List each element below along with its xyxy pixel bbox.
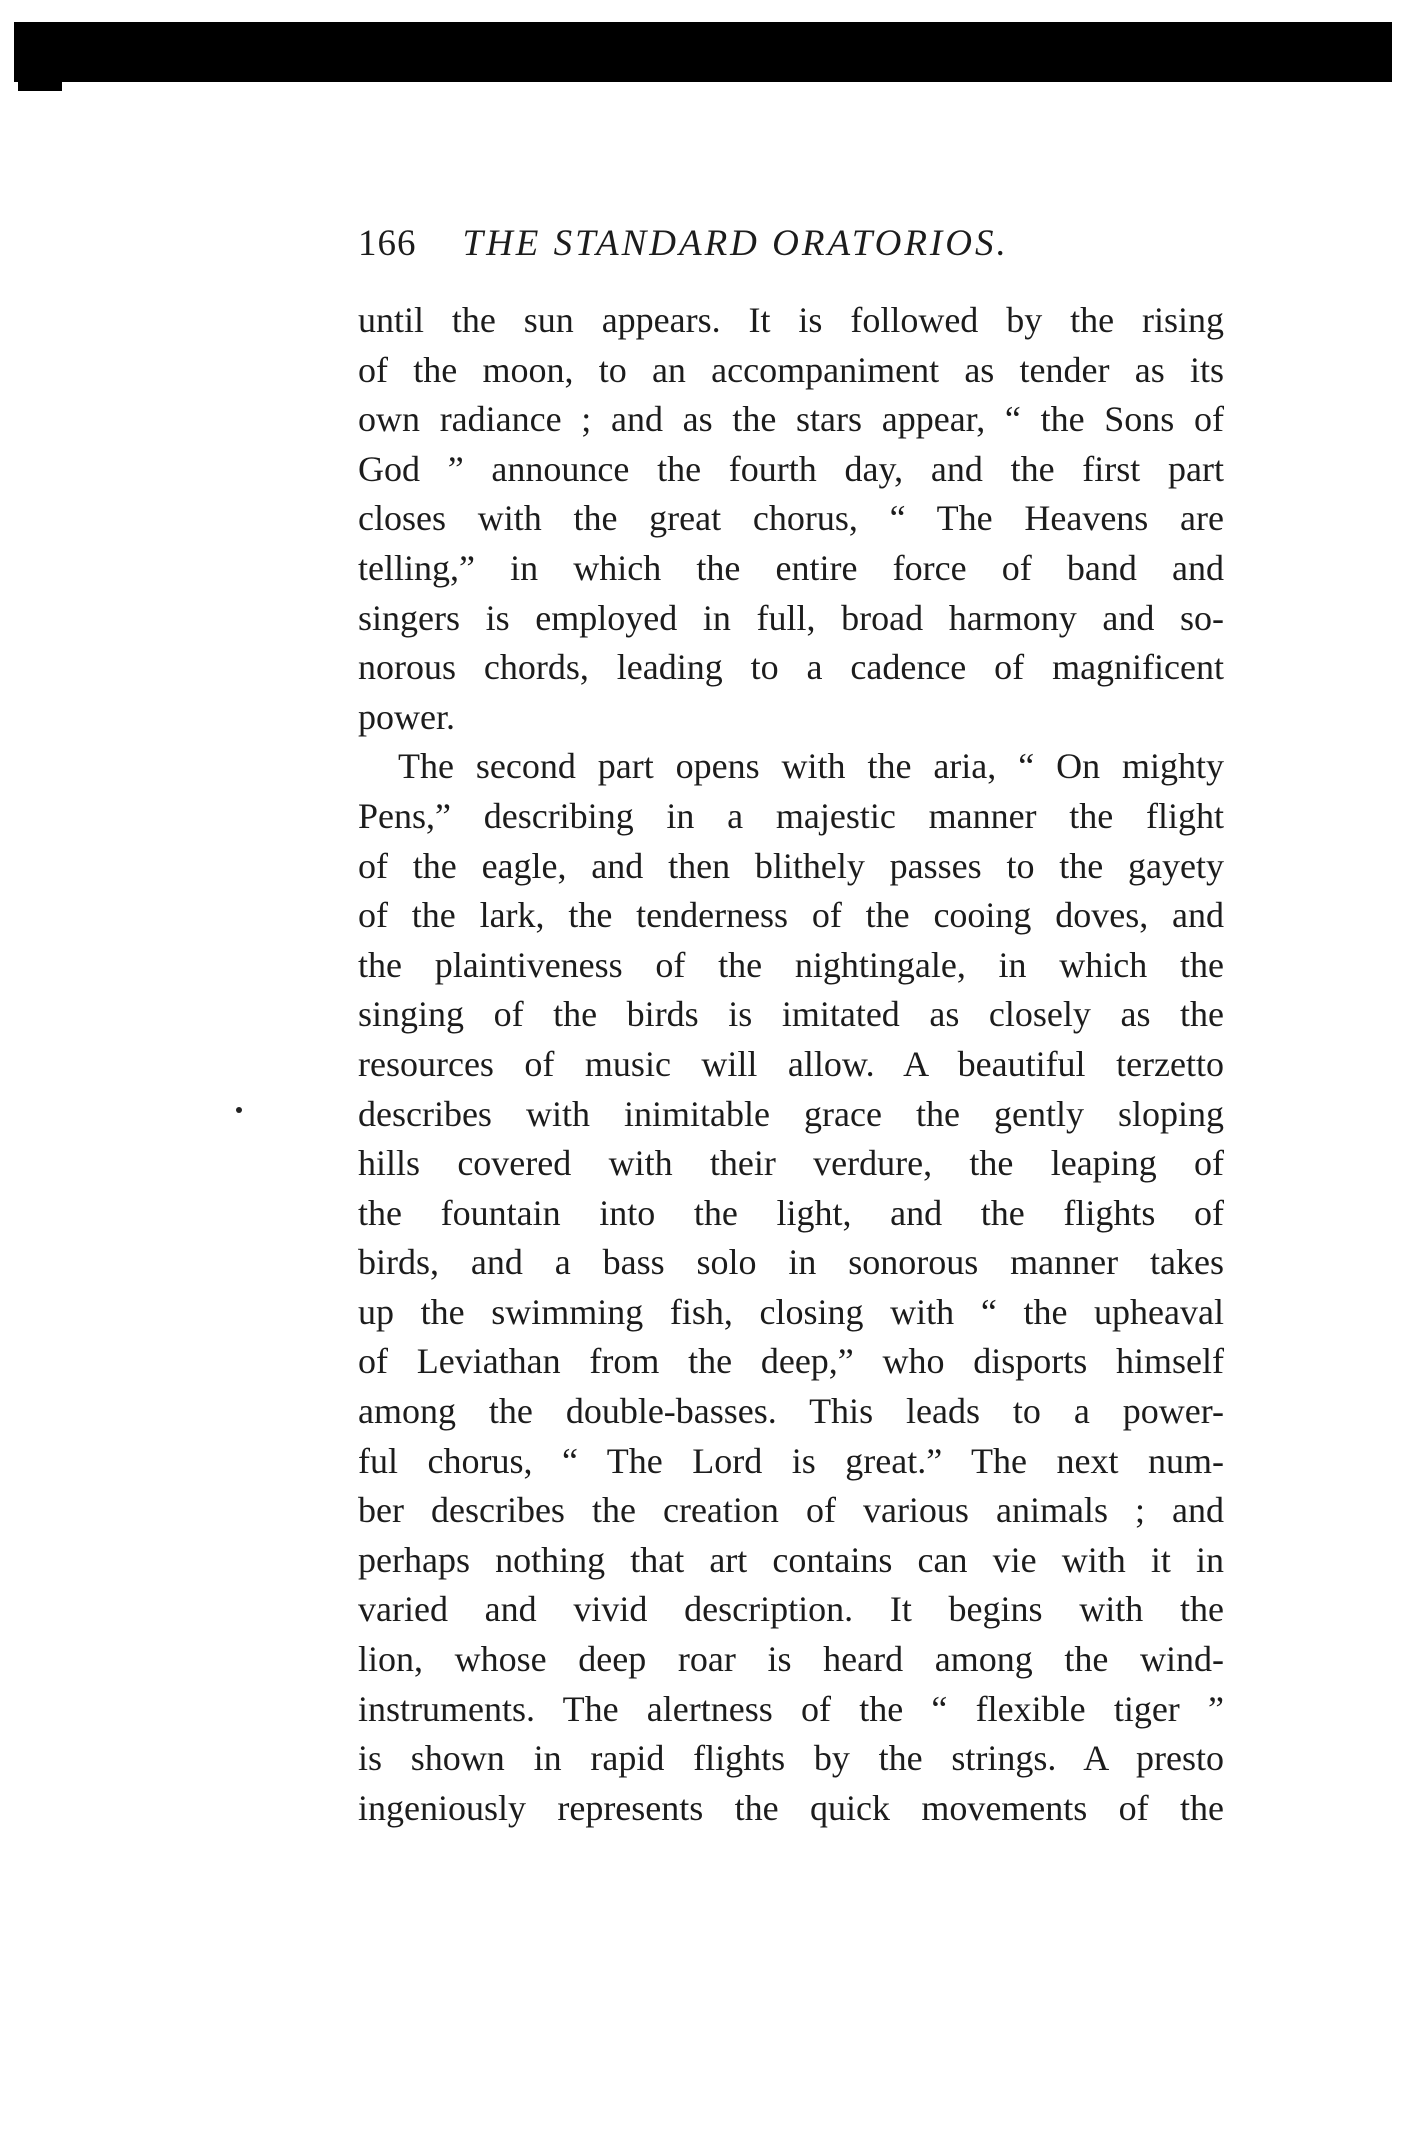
text-line: describes with inimitable grace the gently sloping bbox=[358, 1093, 1224, 1134]
text-line: of Leviathan from the deep,” who disports himself bbox=[358, 1341, 1224, 1382]
text-line: perhaps nothing that art contains can vie with it in bbox=[358, 1539, 1224, 1580]
text-line: of the eagle, and then blithely passes to the gayety bbox=[358, 845, 1224, 886]
text-line: lion, whose deep roar is heard among the wind- bbox=[358, 1639, 1224, 1680]
text-line: ingeniously represents the quick movements of the bbox=[358, 1787, 1224, 1828]
running-head bbox=[358, 222, 1228, 282]
text-line: of the moon, to an accompaniment as tender as its bbox=[358, 349, 1224, 390]
text-line: until the sun appears. It is followed by the rising bbox=[358, 300, 1224, 340]
text-line: is shown in rapid flights by the strings. A presto bbox=[358, 1738, 1224, 1779]
scan-border-bar bbox=[14, 22, 1392, 82]
text-line: Pens,” describing in a majestic manner the flight bbox=[358, 795, 1224, 836]
text-line: power. bbox=[358, 696, 455, 737]
text-line: norous chords, leading to a cadence of magnificent bbox=[358, 647, 1224, 688]
running-title: THE STANDARD ORATORIOS. bbox=[462, 223, 1009, 264]
scan-border-tab bbox=[18, 78, 62, 91]
body-text bbox=[358, 296, 1224, 1833]
text-line: the fountain into the light, and the flights of bbox=[358, 1192, 1224, 1233]
text-line: God ” announce the fourth day, and the first part bbox=[358, 448, 1224, 489]
text-line: The second part opens with the aria, “ On mighty bbox=[398, 746, 1224, 787]
text-line: among the double-basses. This leads to a power- bbox=[358, 1391, 1224, 1432]
text-line: instruments. The alertness of the “ flexible tiger ” bbox=[358, 1688, 1224, 1729]
text-line: singing of the birds is imitated as closely as the bbox=[358, 994, 1224, 1035]
text-line: up the swimming fish, closing with “ the upheaval bbox=[358, 1291, 1224, 1332]
text-line: ber describes the creation of various animals ; and bbox=[358, 1490, 1224, 1531]
text-line: ful chorus, “ The Lord is great.” The next num- bbox=[358, 1440, 1224, 1481]
text-line: birds, and a bass solo in sonorous manner takes bbox=[358, 1242, 1224, 1283]
text-line: varied and vivid description. It begins with the bbox=[358, 1589, 1224, 1630]
print-speck bbox=[236, 1107, 242, 1113]
text-line: resources of music will allow. A beautiful terzetto bbox=[358, 1043, 1224, 1084]
text-line: telling,” in which the entire force of band and bbox=[358, 547, 1224, 588]
text-line: the plaintiveness of the nightingale, in which the bbox=[358, 944, 1224, 985]
text-line: own radiance ; and as the stars appear, “ the Sons of bbox=[358, 399, 1224, 440]
text-line: closes with the great chorus, “ The Heavens are bbox=[358, 498, 1224, 539]
text-line: of the lark, the tenderness of the cooing doves, and bbox=[358, 895, 1224, 936]
text-line: hills covered with their verdure, the leaping of bbox=[358, 1143, 1224, 1184]
text-line: singers is employed in full, broad harmony and so- bbox=[358, 597, 1224, 638]
page-number: 166 bbox=[358, 223, 417, 264]
